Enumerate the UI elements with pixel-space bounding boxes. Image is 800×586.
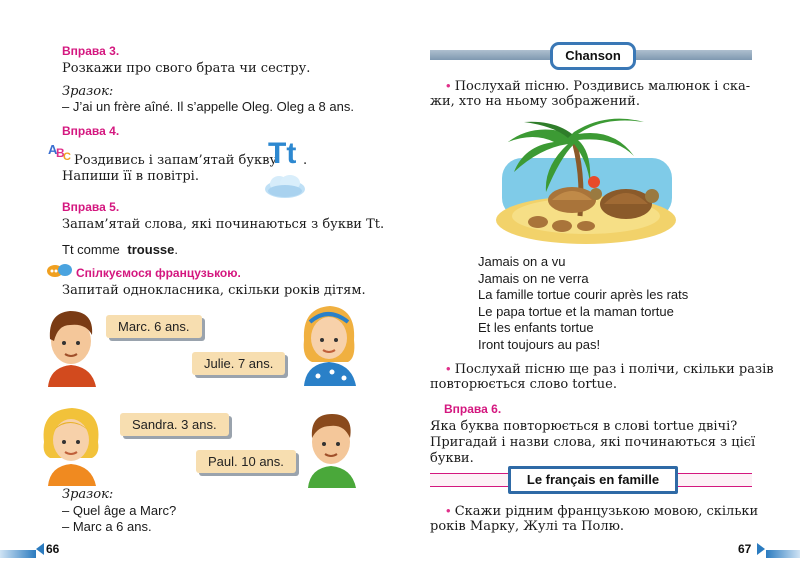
page-bar-right [766,550,800,558]
paul-portrait [300,408,362,488]
exercise-6-line-2: Пригадай і назви слова, які починаються з цієї [430,435,756,450]
chanson-after-1-text: Послухай пісню ще раз і полічи, скільки разів [454,362,774,377]
bullet-icon: • [446,503,451,518]
sample-answer: – Marc a 6 ans. [62,519,152,534]
famille-heading: Le français en famille [508,466,678,494]
lyrics-block [478,254,688,353]
turtle-family-illustration [494,112,678,246]
bubble-paul: Paul. 10 ans. [196,450,296,473]
chanson-intro-2: жи, хто на ньому зображений. [430,94,640,109]
bubble-julie: Julie. 7 ans. [192,352,285,375]
sample-label: Зразок: [62,487,114,502]
exercise-4-text-2: Напиши її в повітрі. [62,169,199,184]
exercise-4-period: . [303,153,308,168]
chanson-after-2: повторюється слово tortue. [430,377,617,392]
lyrics-line: Iront toujours au pas! [478,336,601,352]
phrase-prefix: Tt comme [62,242,120,257]
phrase-end: . [174,242,179,257]
letter-tt: Tt [268,137,297,170]
cloud-icon [262,172,308,200]
marc-portrait [40,305,102,387]
famille-line-1-text: Скажи рідним французькою мовою, скільки [454,504,759,519]
lyrics-line: La famille tortue courir après les rats [478,287,689,302]
exercise-6-title: Вправа 6. [444,402,502,416]
sample-question: – Quel âge a Marc? [62,503,177,518]
chanson-intro-1-text: Послухай пісню. Роздивись малюнок і ска- [454,79,751,94]
talk-title: Спілкуємося французькою. [76,266,241,280]
exercise-3-sample-line: – J’ai un frère aîné. Il s’appelle Oleg. Oleg a 8 ans. [62,99,354,114]
lyrics-line: Jamais on a vu [478,254,566,269]
page-bar-left [0,550,36,558]
exercise-5-title: Вправа 5. [62,200,120,214]
exercise-3-text: Розкажи про свого брата чи сестру. [62,61,311,76]
exercise-6-line-3: букви. [430,451,474,466]
svg-text:C: C [63,151,71,161]
bullet-icon: • [446,361,451,376]
bullet-icon: • [446,78,451,93]
exercise-3-sample-label: Зразок: [62,84,114,99]
svg-text:B: B [56,146,65,160]
speech-bubbles-icon [46,263,74,279]
exercise-6-line-1: Яка буква повторюється в слові tortue двічі? [430,419,738,434]
chanson-heading: Chanson [550,42,636,70]
phrase-word: trousse [127,242,175,257]
arrow-right-icon [757,543,765,555]
arrow-left-icon [36,543,44,555]
page-number-right: 67 [738,542,752,556]
bubble-sandra: Sandra. 3 ans. [120,413,229,436]
julie-portrait [298,300,360,386]
lyrics-line: Jamais on ne verra [478,270,589,286]
exercise-4-text: Роздивись і запам’ятай букву [74,153,278,168]
exercise-5-phrase [62,241,178,258]
sandra-portrait [40,402,102,486]
exercise-4-title: Вправа 4. [62,124,120,138]
lyrics-line: Le papa tortue et la maman tortue [478,303,674,319]
talk-text: Запитай однокласника, скільки років дітям. [62,283,366,298]
svg-text:A: A [48,142,58,157]
exercise-5-text: Запам’ятай слова, які починаються з букви Tt. [62,217,385,232]
abc-letters-icon [48,141,72,161]
page-number-left: 66 [46,542,60,556]
exercise-3-title: Вправа 3. [62,44,120,58]
lyrics-line: Et les enfants tortue [478,320,594,335]
bubble-marc: Marc. 6 ans. [106,315,202,338]
famille-line-2: років Марку, Жулі та Полю. [430,519,625,534]
